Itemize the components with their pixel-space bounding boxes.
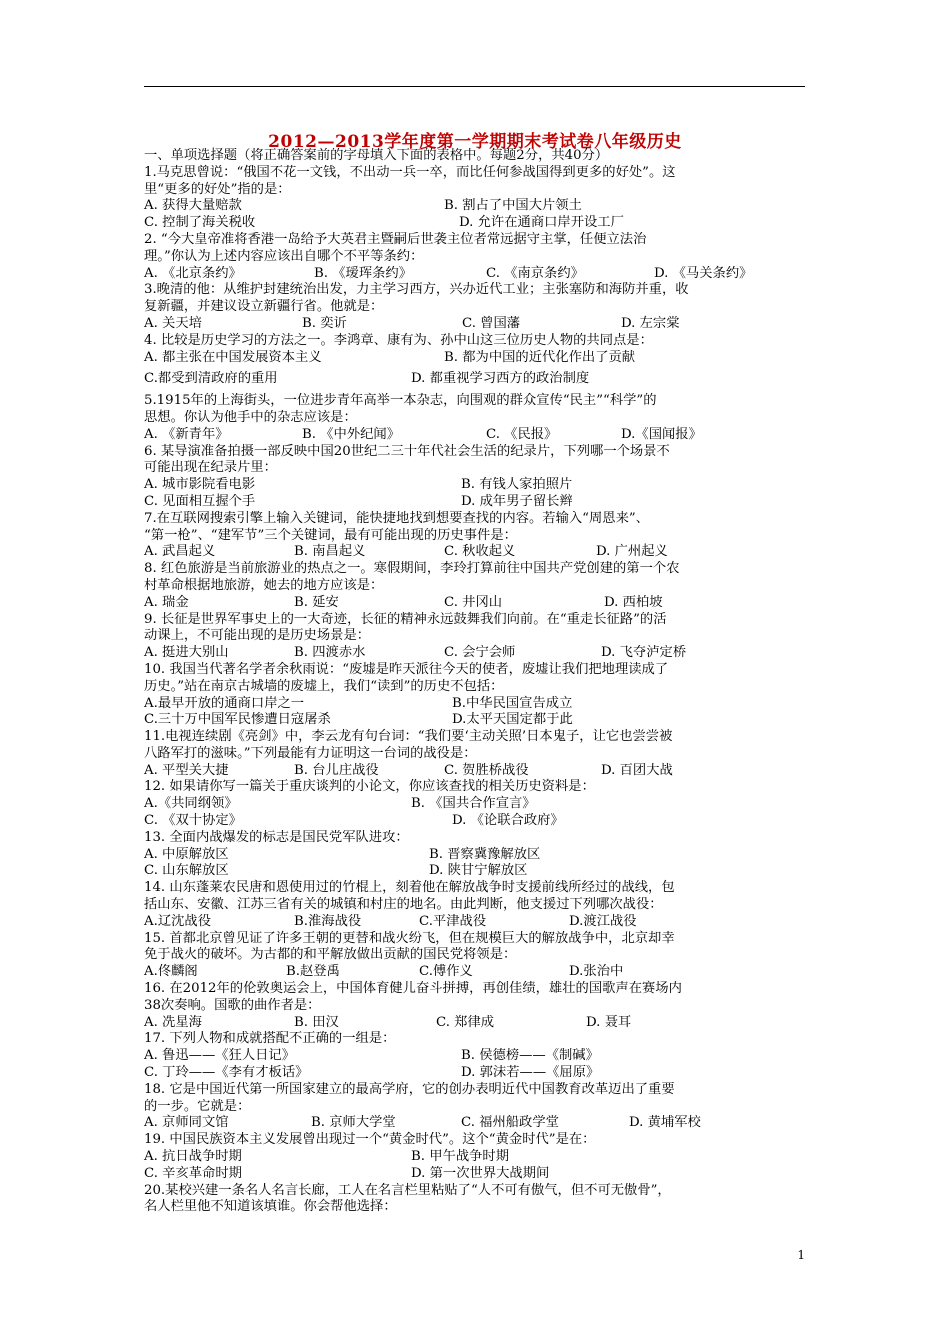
options-row (144, 266, 810, 283)
answer-option: B. 晋察冀豫解放区 (429, 846, 541, 862)
answer-option: B. 四渡赤水 (294, 645, 366, 661)
text-line: 10. 我国当代著名学者余秋雨说：“废墟是昨天派往今天的使者，废墟让我们把地理读成了 (144, 661, 669, 677)
options-row (144, 350, 810, 367)
answer-option: B.中华民国宣告成立 (452, 695, 573, 711)
header-rule (144, 86, 805, 87)
answer-option: C. 控制了海关税收 (144, 215, 256, 231)
text-line: 动课上，不可能出现的是历史场景是： (144, 628, 371, 644)
text-line: 9. 长征是世界军事史上的一大奇迹，长征的精神永远鼓舞我们向前。在“重走长征路”的活 (144, 611, 667, 627)
answer-option: D. 百团大战 (601, 762, 673, 778)
answer-option: B. 有钱人家拍照片 (461, 477, 573, 493)
answer-option: A.最早开放的通商口岸之一 (144, 695, 305, 711)
text-line: 4. 比较是历史学习的方法之一。李鸿章、康有为、孙中山这三位历史人物的共同点是： (144, 332, 653, 348)
answer-option: D.渡江战役 (569, 913, 637, 929)
answer-option: C.三十万中国军民惨遭日寇屠杀 (144, 712, 331, 728)
answer-option: C. 福州船政学堂 (461, 1115, 559, 1131)
options-row (144, 863, 810, 880)
answer-option: A. 中原解放区 (144, 846, 229, 862)
text-line: 5.1915年的上海街头，一位进步青年高举一本杂志，向围观的群众宣传“民主”“科学”的 (144, 393, 657, 409)
options-row (144, 796, 810, 813)
answer-option: B. 都为中国的近代化作出了贡献 (444, 349, 636, 365)
text-line: 11.电视连续剧《亮剑》中，李云龙有句台词：“我们要‘主动关照’日本鬼子，让它也尝尝被 (144, 729, 673, 745)
options-row (144, 645, 810, 662)
answer-option: D. 成年男子留长辫 (461, 493, 573, 509)
text-line: 名人栏里他不知道该填谁。你会帮他选择： (144, 1199, 397, 1215)
text-line: 2. “今大皇帝准将香港一岛给予大英君主暨嗣后世袭主位者常远据守主掌，任便立法治 (144, 231, 647, 247)
answer-option: B. 《中外纪闻》 (302, 426, 401, 442)
options-row (144, 964, 810, 981)
text-line: 8. 红色旅游是当前旅游业的热点之一。寒假期间，李玲打算前往中国共产党创建的第一个农 (144, 561, 680, 577)
answer-option: C. 贺胜桥战役 (444, 762, 529, 778)
answer-option: D. 《论联合政府》 (452, 813, 564, 829)
answer-option: D. 广州起义 (596, 544, 668, 560)
text-line: 16. 在2012年的伦敦奥运会上，中国体育健儿奋斗拼搏，再创佳绩，雄壮的国歌声在赛场内 (144, 981, 682, 997)
options-row (144, 198, 810, 215)
answer-option: D. 黄埔军校 (629, 1115, 701, 1131)
answer-option: D. 第一次世界大战期间 (411, 1165, 550, 1181)
options-row (144, 1065, 810, 1082)
text-line: 八路军打的滋味。”下列最能有力证明这一台词的战役是： (144, 745, 477, 761)
answer-option: A. 挺进大别山 (144, 645, 229, 661)
text-line: 可能出现在纪录片里： (144, 460, 277, 476)
text-line: 15. 首都北京曾见证了许多王朝的更替和战火纷飞，但在规模巨大的解放战争中，北京却幸 (144, 930, 675, 946)
options-row (144, 544, 810, 561)
options-row (144, 813, 810, 830)
text-line: 19. 中国民族资本主义发展曾出现过一个“黄金时代”。这个“黄金时代”是在： (144, 1132, 596, 1148)
options-row (144, 477, 810, 494)
answer-option: D. 左宗棠 (621, 315, 680, 331)
options-row (144, 712, 810, 729)
answer-option: D. 陕甘宁解放区 (429, 863, 528, 879)
options-row (144, 1015, 810, 1032)
options-row (144, 696, 810, 713)
answer-option: C. 井冈山 (444, 594, 503, 610)
options-row (144, 494, 810, 511)
answer-option: A. 鲁迅——《狂人日记》 (144, 1048, 296, 1064)
answer-option: B. 延安 (294, 594, 339, 610)
answer-option: D. 西柏坡 (604, 594, 663, 610)
answer-option: A. 《北京条约》 (144, 265, 242, 281)
answer-option: C. 《民报》 (486, 426, 558, 442)
answer-option: C. 郑律成 (436, 1014, 495, 1030)
options-row (144, 595, 810, 612)
answer-option: B. 割占了中国大片领土 (444, 198, 582, 214)
answer-option: D. 《马关条约》 (654, 265, 753, 281)
options-row (144, 427, 810, 444)
text-line: 12. 如果请你写一篇关于重庆谈判的小论文，你应该查找的相关历史资料是： (144, 779, 595, 795)
text-line: 38次奏响。国歌的曲作者是： (144, 997, 321, 1013)
answer-option: B. 甲午战争时期 (411, 1149, 510, 1165)
text-line: 13. 全面内战爆发的标志是国民党军队进攻： (144, 829, 409, 845)
options-row (144, 763, 810, 780)
answer-option: A. 京师同文馆 (144, 1115, 229, 1131)
answer-option: B. 《瑷珲条约》 (314, 265, 413, 281)
text-line: 复新疆，并建议设立新疆行省。他就是： (144, 299, 384, 315)
text-line: 里“更多的好处”指的是： (144, 181, 291, 197)
answer-option: A.佟麟阁 (144, 964, 198, 980)
options-row (144, 1149, 810, 1166)
answer-option: B. 京师大学堂 (311, 1115, 396, 1131)
answer-option: A. 都主张在中国发展资本主义 (144, 349, 322, 365)
options-row (144, 847, 810, 864)
answer-option: B.赵登禹 (286, 964, 340, 980)
answer-option: B. 田汉 (294, 1014, 339, 1030)
question-list (144, 148, 810, 1216)
options-row (144, 1115, 810, 1132)
answer-option: A. 获得大量赔款 (144, 198, 242, 214)
options-row (144, 1166, 810, 1183)
text-line: 1.马克思曾说：“俄国不花一文钱，不出动一兵一卒，而比任何参战国得到更多的好处”。这 (144, 164, 676, 180)
answer-option: C. 会宁会师 (444, 645, 516, 661)
answer-option: D.太平天国定都于此 (452, 712, 573, 728)
answer-option: C. 见面相互握个手 (144, 493, 256, 509)
answer-option: A. 武昌起义 (144, 544, 216, 560)
text-line: 3.晚清的他：从维护封建统治出发，力主学习西方，兴办近代工业；主张塞防和海防并重，收 (144, 282, 689, 298)
answer-option: D. 郭沫若——《屈原》 (461, 1065, 600, 1081)
answer-option: B. 奕䜣 (302, 315, 347, 331)
text-line: 村革命根据地旅游，她去的地方应该是： (144, 577, 384, 593)
answer-option: A. 平型关大捷 (144, 762, 229, 778)
text-line: 括山东、安徽、江苏三省有关的城镇和村庄的地名。由此判断，他支援过下列哪次战役： (144, 897, 663, 913)
answer-option: A. 抗日战争时期 (144, 1149, 242, 1165)
text-line: 6. 某导演准备拍摄一部反映中国20世纪二三十年代社会生活的纪录片，下列哪一个场景不 (144, 443, 670, 459)
answer-option: D. 允许在通商口岸开设工厂 (459, 215, 624, 231)
answer-option: A. 瑞金 (144, 594, 189, 610)
page-title: 2012—2013学年度第一学期期末考试卷八年级历史 (268, 132, 682, 152)
answer-option: A. 城市影院看电影 (144, 477, 256, 493)
answer-option: B. 台儿庄战役 (294, 762, 379, 778)
answer-option: C. 山东解放区 (144, 863, 229, 879)
answer-option: B. 《国共合作宣言》 (411, 796, 536, 812)
answer-option: C.都受到清政府的重用 (144, 371, 278, 387)
options-row (144, 316, 810, 333)
text-line: “第一枪”、“建军节”三个关键词，最有可能出现的历史事件是： (144, 527, 517, 543)
answer-option: C. 丁玲——《李有才板话》 (144, 1065, 309, 1081)
text-line: 历史。”站在南京古城墙的废墟上，我们“读到”的历史不包括： (144, 678, 504, 694)
text-line: 理。”你认为上述内容应该出自哪个不平等条约： (144, 248, 424, 264)
options-row (144, 215, 810, 232)
options-row (144, 1048, 810, 1065)
answer-option: B.淮海战役 (294, 913, 362, 929)
text-line: 的一步。它就是： (144, 1098, 251, 1114)
answer-option: D.张治中 (569, 964, 624, 980)
text-line: 17. 下列人物和成就搭配不正确的一组是： (144, 1031, 396, 1047)
answer-option: A. 《新青年》 (144, 426, 229, 442)
answer-option: B. 侯德榜——《制碱》 (461, 1048, 599, 1064)
answer-option: D.《国闻报》 (621, 426, 702, 442)
text-line: 一、单项选择题（将正确答案前的字母填入下面的表格中。每题2分，共40分） (144, 148, 609, 163)
answer-option: C.平津战役 (419, 913, 487, 929)
text-line: 18. 它是中国近代第一所国家建立的最高学府，它的创办表明近代中国教育改革迈出了重要 (144, 1081, 675, 1097)
text-line: 免于战火的破坏。为古都的和平解放做出贡献的国民党将领是： (144, 947, 517, 963)
text-line: 14. 山东蓬莱农民唐和恩使用过的竹棍上，刻着他在解放战争时支援前线所经过的战线，包 (144, 880, 675, 896)
answer-option: A. 关天培 (144, 315, 202, 331)
text-line: 20.某校兴建一条名人名言长廊，工人在名言栏里粘贴了“人不可有傲气，但不可无傲骨”， (144, 1182, 671, 1198)
answer-option: C. 曾国藩 (462, 315, 521, 331)
answer-option: C. 《南京条约》 (486, 265, 584, 281)
text-line: 思想。你认为他手中的杂志应该是： (144, 409, 357, 425)
answer-option: D. 都重视学习西方的政治制度 (411, 371, 590, 387)
options-row (144, 914, 810, 931)
answer-option: D. 飞夺泸定桥 (601, 645, 687, 661)
answer-option: C. 《双十协定》 (144, 813, 242, 829)
text-line: 7.在互联网搜索引擎上输入关键词，能快捷地找到想要查找的内容。若输入“周恩来”、 (144, 510, 649, 526)
answer-option: C.傅作义 (419, 964, 473, 980)
answer-option: A.《共同纲领》 (144, 796, 238, 812)
answer-option: C. 辛亥革命时期 (144, 1165, 242, 1181)
answer-option: C. 秋收起义 (444, 544, 516, 560)
answer-option: A. 冼星海 (144, 1014, 202, 1030)
options-row (144, 371, 810, 388)
answer-option: B. 南昌起义 (294, 544, 366, 560)
answer-option: A.辽沈战役 (144, 913, 212, 929)
answer-option: D. 聂耳 (586, 1014, 632, 1030)
page-number: 1 (797, 1248, 805, 1262)
